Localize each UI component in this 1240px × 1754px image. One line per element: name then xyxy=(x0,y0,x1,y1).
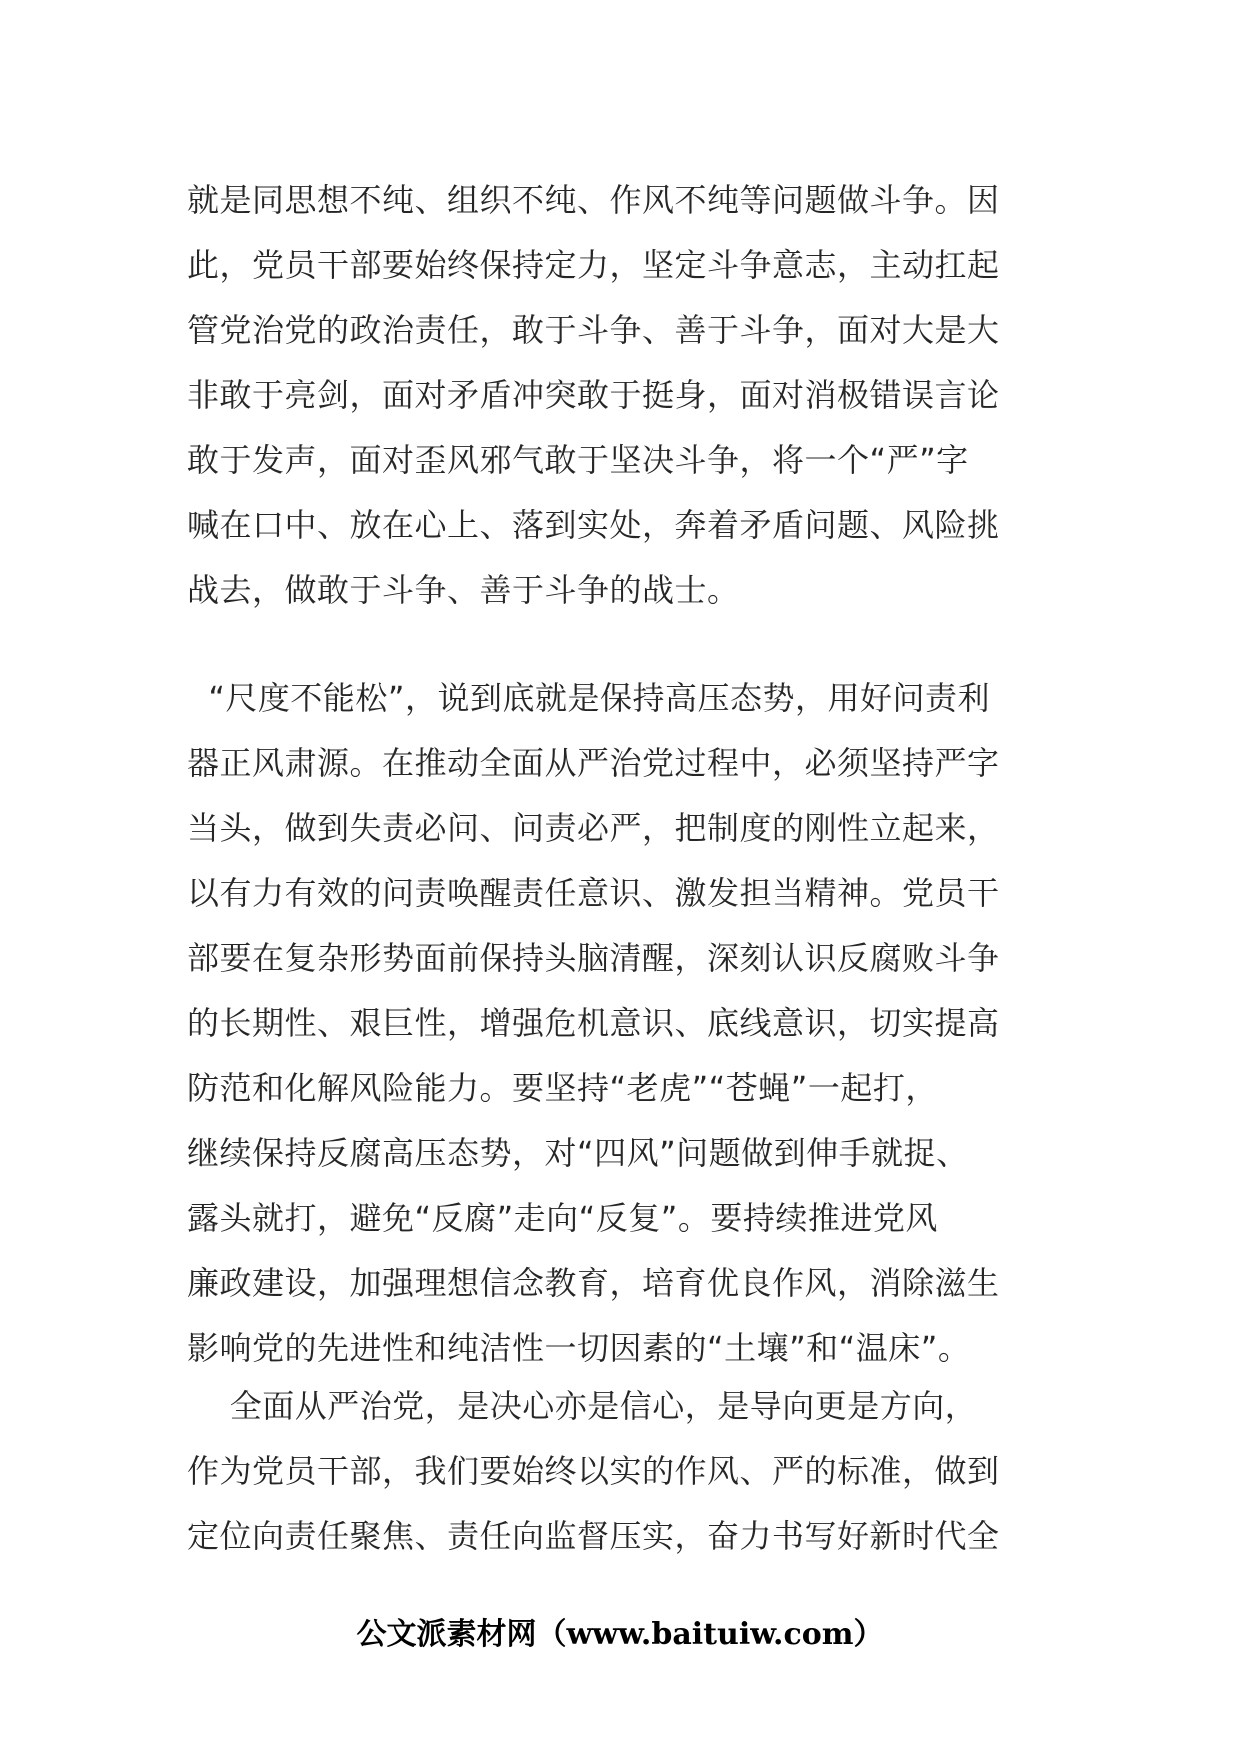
text-line: “尺度不能松”，说到底就是保持高压态势，用好问责利 xyxy=(187,679,991,717)
text-line: 防范和化解风险能力。要坚持“老虎”“苍蝇”一起打， xyxy=(187,1069,938,1107)
paragraph-1 xyxy=(187,168,1000,623)
text-line: 作为党员干部，我们要始终以实的作风、严的标准，做到 xyxy=(187,1452,1000,1490)
paragraph-3 xyxy=(187,1374,1000,1569)
text-line: 继续保持反腐高压态势，对“四风”问题做到伸手就捉、 xyxy=(187,1134,969,1172)
text-line: 部要在复杂形势面前保持头脑清醒，深刻认识反腐败斗争 xyxy=(187,939,1000,977)
footer-source: 公文派素材网（www.baituiw.com） xyxy=(356,1617,884,1652)
text-line: 器正风肃源。在推动全面从严治党过程中，必须坚持严字 xyxy=(187,744,1000,782)
text-line: 此，党员干部要始终保持定力，坚定斗争意志，主动扛起 xyxy=(187,246,1000,284)
paragraph-2 xyxy=(187,666,1000,1381)
text-line: 管党治党的政治责任，敢于斗争、善于斗争，面对大是大 xyxy=(187,311,1000,349)
text-line: 影响党的先进性和纯洁性一切因素的“土壤”和“温床”。 xyxy=(187,1329,971,1367)
text-line: 就是同思想不纯、组织不纯、作风不纯等问题做斗争。因 xyxy=(187,181,1000,219)
text-line: 敢于发声，面对歪风邪气敢于坚决斗争，将一个“严”字 xyxy=(187,441,969,479)
text-line: 以有力有效的问责唤醒责任意识、激发担当精神。党员干 xyxy=(187,874,1000,912)
text-line: 全面从严治党，是决心亦是信心，是导向更是方向， xyxy=(187,1387,978,1425)
text-line: 露头就打，避免“反腐”走向“反复”。要持续推进党风 xyxy=(187,1199,938,1237)
text-line: 的长期性、艰巨性，增强危机意识、底线意识，切实提高 xyxy=(187,1004,1000,1042)
text-line: 定位向责任聚焦、责任向监督压实，奋力书写好新时代全 xyxy=(187,1517,1000,1555)
text-line: 喊在口中、放在心上、落到实处，奔着矛盾问题、风险挑 xyxy=(187,506,1000,544)
text-line: 战去，做敢于斗争、善于斗争的战士。 xyxy=(187,571,740,609)
text-line: 当头，做到失责必问、问责必严，把制度的刚性立起来， xyxy=(187,809,1000,847)
text-line: 廉政建设，加强理想信念教育，培育优良作风，消除滋生 xyxy=(187,1264,1000,1302)
text-line: 非敢于亮剑，面对矛盾冲突敢于挺身，面对消极错误言论 xyxy=(187,376,1000,414)
